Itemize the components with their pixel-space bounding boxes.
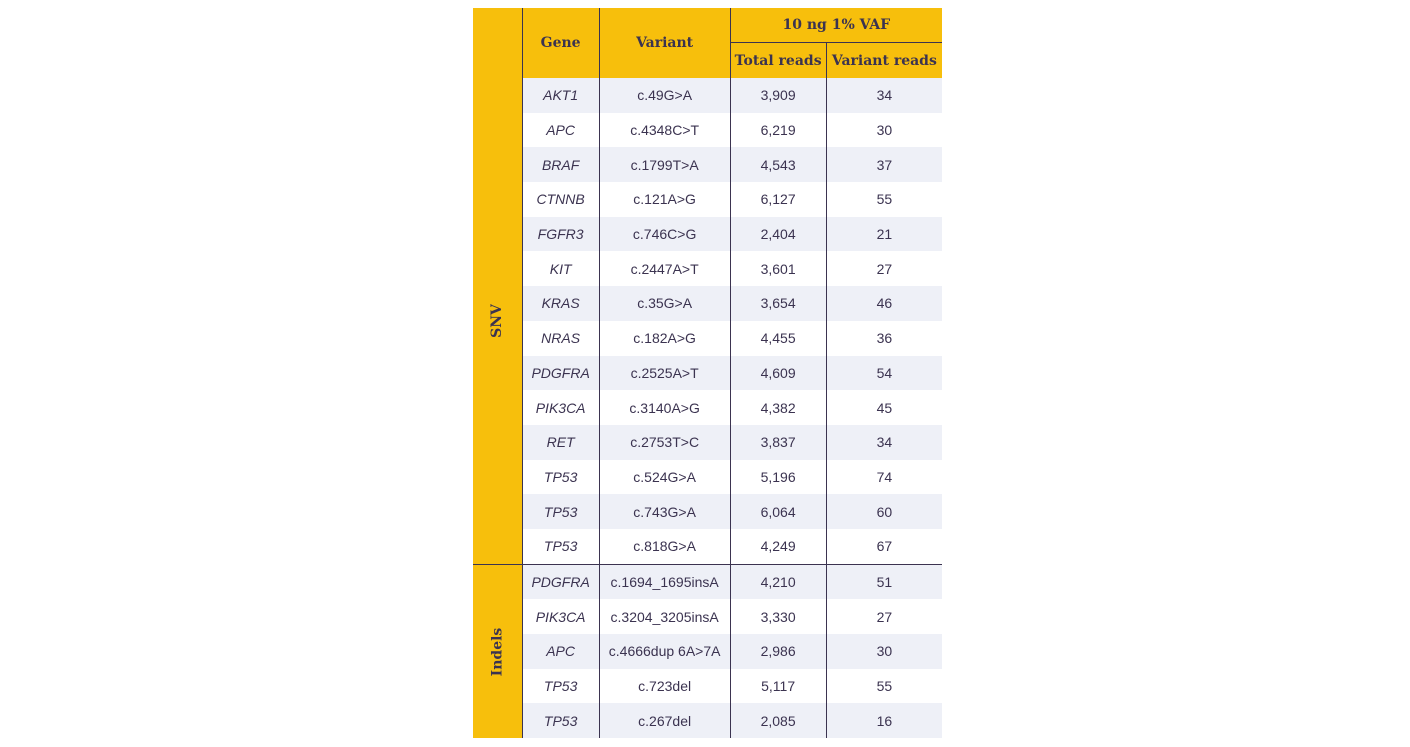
gene-cell: PIK3CA [522, 599, 599, 634]
total-reads-cell: 3,601 [730, 251, 826, 286]
total-reads-cell: 4,543 [730, 147, 826, 182]
total-reads-cell: 3,330 [730, 599, 826, 634]
table-row [473, 390, 942, 425]
table-row [473, 251, 942, 286]
gene-cell: PIK3CA [522, 390, 599, 425]
variant-reads-cell: 21 [826, 217, 942, 252]
variant-reads-cell: 16 [826, 703, 942, 738]
table-row [473, 529, 942, 564]
category-label-snv: SNV [489, 304, 506, 339]
table-row [473, 182, 942, 217]
table-row [473, 703, 942, 738]
variant-reads-cell: 30 [826, 113, 942, 148]
variant-reads-cell: 34 [826, 78, 942, 113]
variant-table-container [473, 8, 942, 738]
variant-cell: c.1694_1695insA [599, 564, 730, 599]
table-row [473, 460, 942, 495]
variant-cell: c.3140A>G [599, 390, 730, 425]
table-body [473, 78, 942, 738]
variant-cell: c.4348C>T [599, 113, 730, 148]
category-header-blank [473, 8, 522, 78]
total-reads-cell: 2,085 [730, 703, 826, 738]
variant-cell: c.746C>G [599, 217, 730, 252]
variant-reads-cell: 74 [826, 460, 942, 495]
table-row [473, 356, 942, 391]
gene-cell: TP53 [522, 460, 599, 495]
category-cell [473, 564, 522, 738]
table-row [473, 113, 942, 148]
gene-cell: KRAS [522, 286, 599, 321]
total-reads-cell: 6,064 [730, 494, 826, 529]
total-reads-cell: 6,127 [730, 182, 826, 217]
variant-reads-cell: 27 [826, 251, 942, 286]
variant-reads-cell: 45 [826, 390, 942, 425]
gene-cell: PDGFRA [522, 564, 599, 599]
total-reads-cell: 5,196 [730, 460, 826, 495]
table-row [473, 425, 942, 460]
gene-cell: RET [522, 425, 599, 460]
table-row [473, 286, 942, 321]
category-cell [473, 78, 522, 564]
table-row [473, 147, 942, 182]
category-label-indels: Indels [489, 627, 506, 677]
table-row [473, 494, 942, 529]
variant-cell: c.524G>A [599, 460, 730, 495]
variant-cell: c.182A>G [599, 321, 730, 356]
variant-reads-column-header: Variant reads [826, 43, 942, 79]
gene-cell: PDGFRA [522, 356, 599, 391]
variant-reads-cell: 67 [826, 529, 942, 564]
total-reads-cell: 4,609 [730, 356, 826, 391]
table-row [473, 634, 942, 669]
gene-cell: NRAS [522, 321, 599, 356]
variant-cell: c.723del [599, 669, 730, 704]
variant-cell: c.49G>A [599, 78, 730, 113]
table-row [473, 321, 942, 356]
total-reads-column-header: Total reads [730, 43, 826, 79]
total-reads-cell: 6,219 [730, 113, 826, 148]
gene-cell: FGFR3 [522, 217, 599, 252]
total-reads-cell: 3,654 [730, 286, 826, 321]
variant-cell: c.2447A>T [599, 251, 730, 286]
gene-cell: KIT [522, 251, 599, 286]
gene-cell: BRAF [522, 147, 599, 182]
gene-cell: TP53 [522, 703, 599, 738]
variant-cell: c.2525A>T [599, 356, 730, 391]
variant-reads-cell: 60 [826, 494, 942, 529]
variant-reads-cell: 51 [826, 564, 942, 599]
variant-reads-cell: 34 [826, 425, 942, 460]
table-row [473, 564, 942, 599]
gene-cell: TP53 [522, 494, 599, 529]
variant-reads-cell: 54 [826, 356, 942, 391]
table-row [473, 78, 942, 113]
total-reads-cell: 4,382 [730, 390, 826, 425]
variant-cell: c.818G>A [599, 529, 730, 564]
table-row [473, 217, 942, 252]
variant-reads-cell: 36 [826, 321, 942, 356]
vaf-group-header: 10 ng 1% VAF [730, 8, 942, 43]
variant-cell: c.267del [599, 703, 730, 738]
gene-column-header: Gene [522, 8, 599, 78]
table-row [473, 599, 942, 634]
variant-reads-cell: 55 [826, 182, 942, 217]
total-reads-cell: 4,455 [730, 321, 826, 356]
variant-cell: c.2753T>C [599, 425, 730, 460]
variant-cell: c.743G>A [599, 494, 730, 529]
gene-cell: AKT1 [522, 78, 599, 113]
variant-reads-cell: 46 [826, 286, 942, 321]
variant-cell: c.1799T>A [599, 147, 730, 182]
total-reads-cell: 3,837 [730, 425, 826, 460]
gene-cell: TP53 [522, 669, 599, 704]
variant-reads-cell: 37 [826, 147, 942, 182]
variant-column-header: Variant [599, 8, 730, 78]
table-row [473, 669, 942, 704]
variant-cell: c.3204_3205insA [599, 599, 730, 634]
variant-reads-cell: 27 [826, 599, 942, 634]
total-reads-cell: 4,249 [730, 529, 826, 564]
total-reads-cell: 3,909 [730, 78, 826, 113]
gene-cell: TP53 [522, 529, 599, 564]
total-reads-cell: 2,404 [730, 217, 826, 252]
gene-cell: APC [522, 634, 599, 669]
variant-cell: c.35G>A [599, 286, 730, 321]
variant-reads-table [473, 8, 942, 738]
variant-cell: c.4666dup 6A>7A [599, 634, 730, 669]
gene-cell: APC [522, 113, 599, 148]
total-reads-cell: 4,210 [730, 564, 826, 599]
variant-cell: c.121A>G [599, 182, 730, 217]
variant-reads-cell: 30 [826, 634, 942, 669]
total-reads-cell: 2,986 [730, 634, 826, 669]
variant-reads-cell: 55 [826, 669, 942, 704]
gene-cell: CTNNB [522, 182, 599, 217]
total-reads-cell: 5,117 [730, 669, 826, 704]
